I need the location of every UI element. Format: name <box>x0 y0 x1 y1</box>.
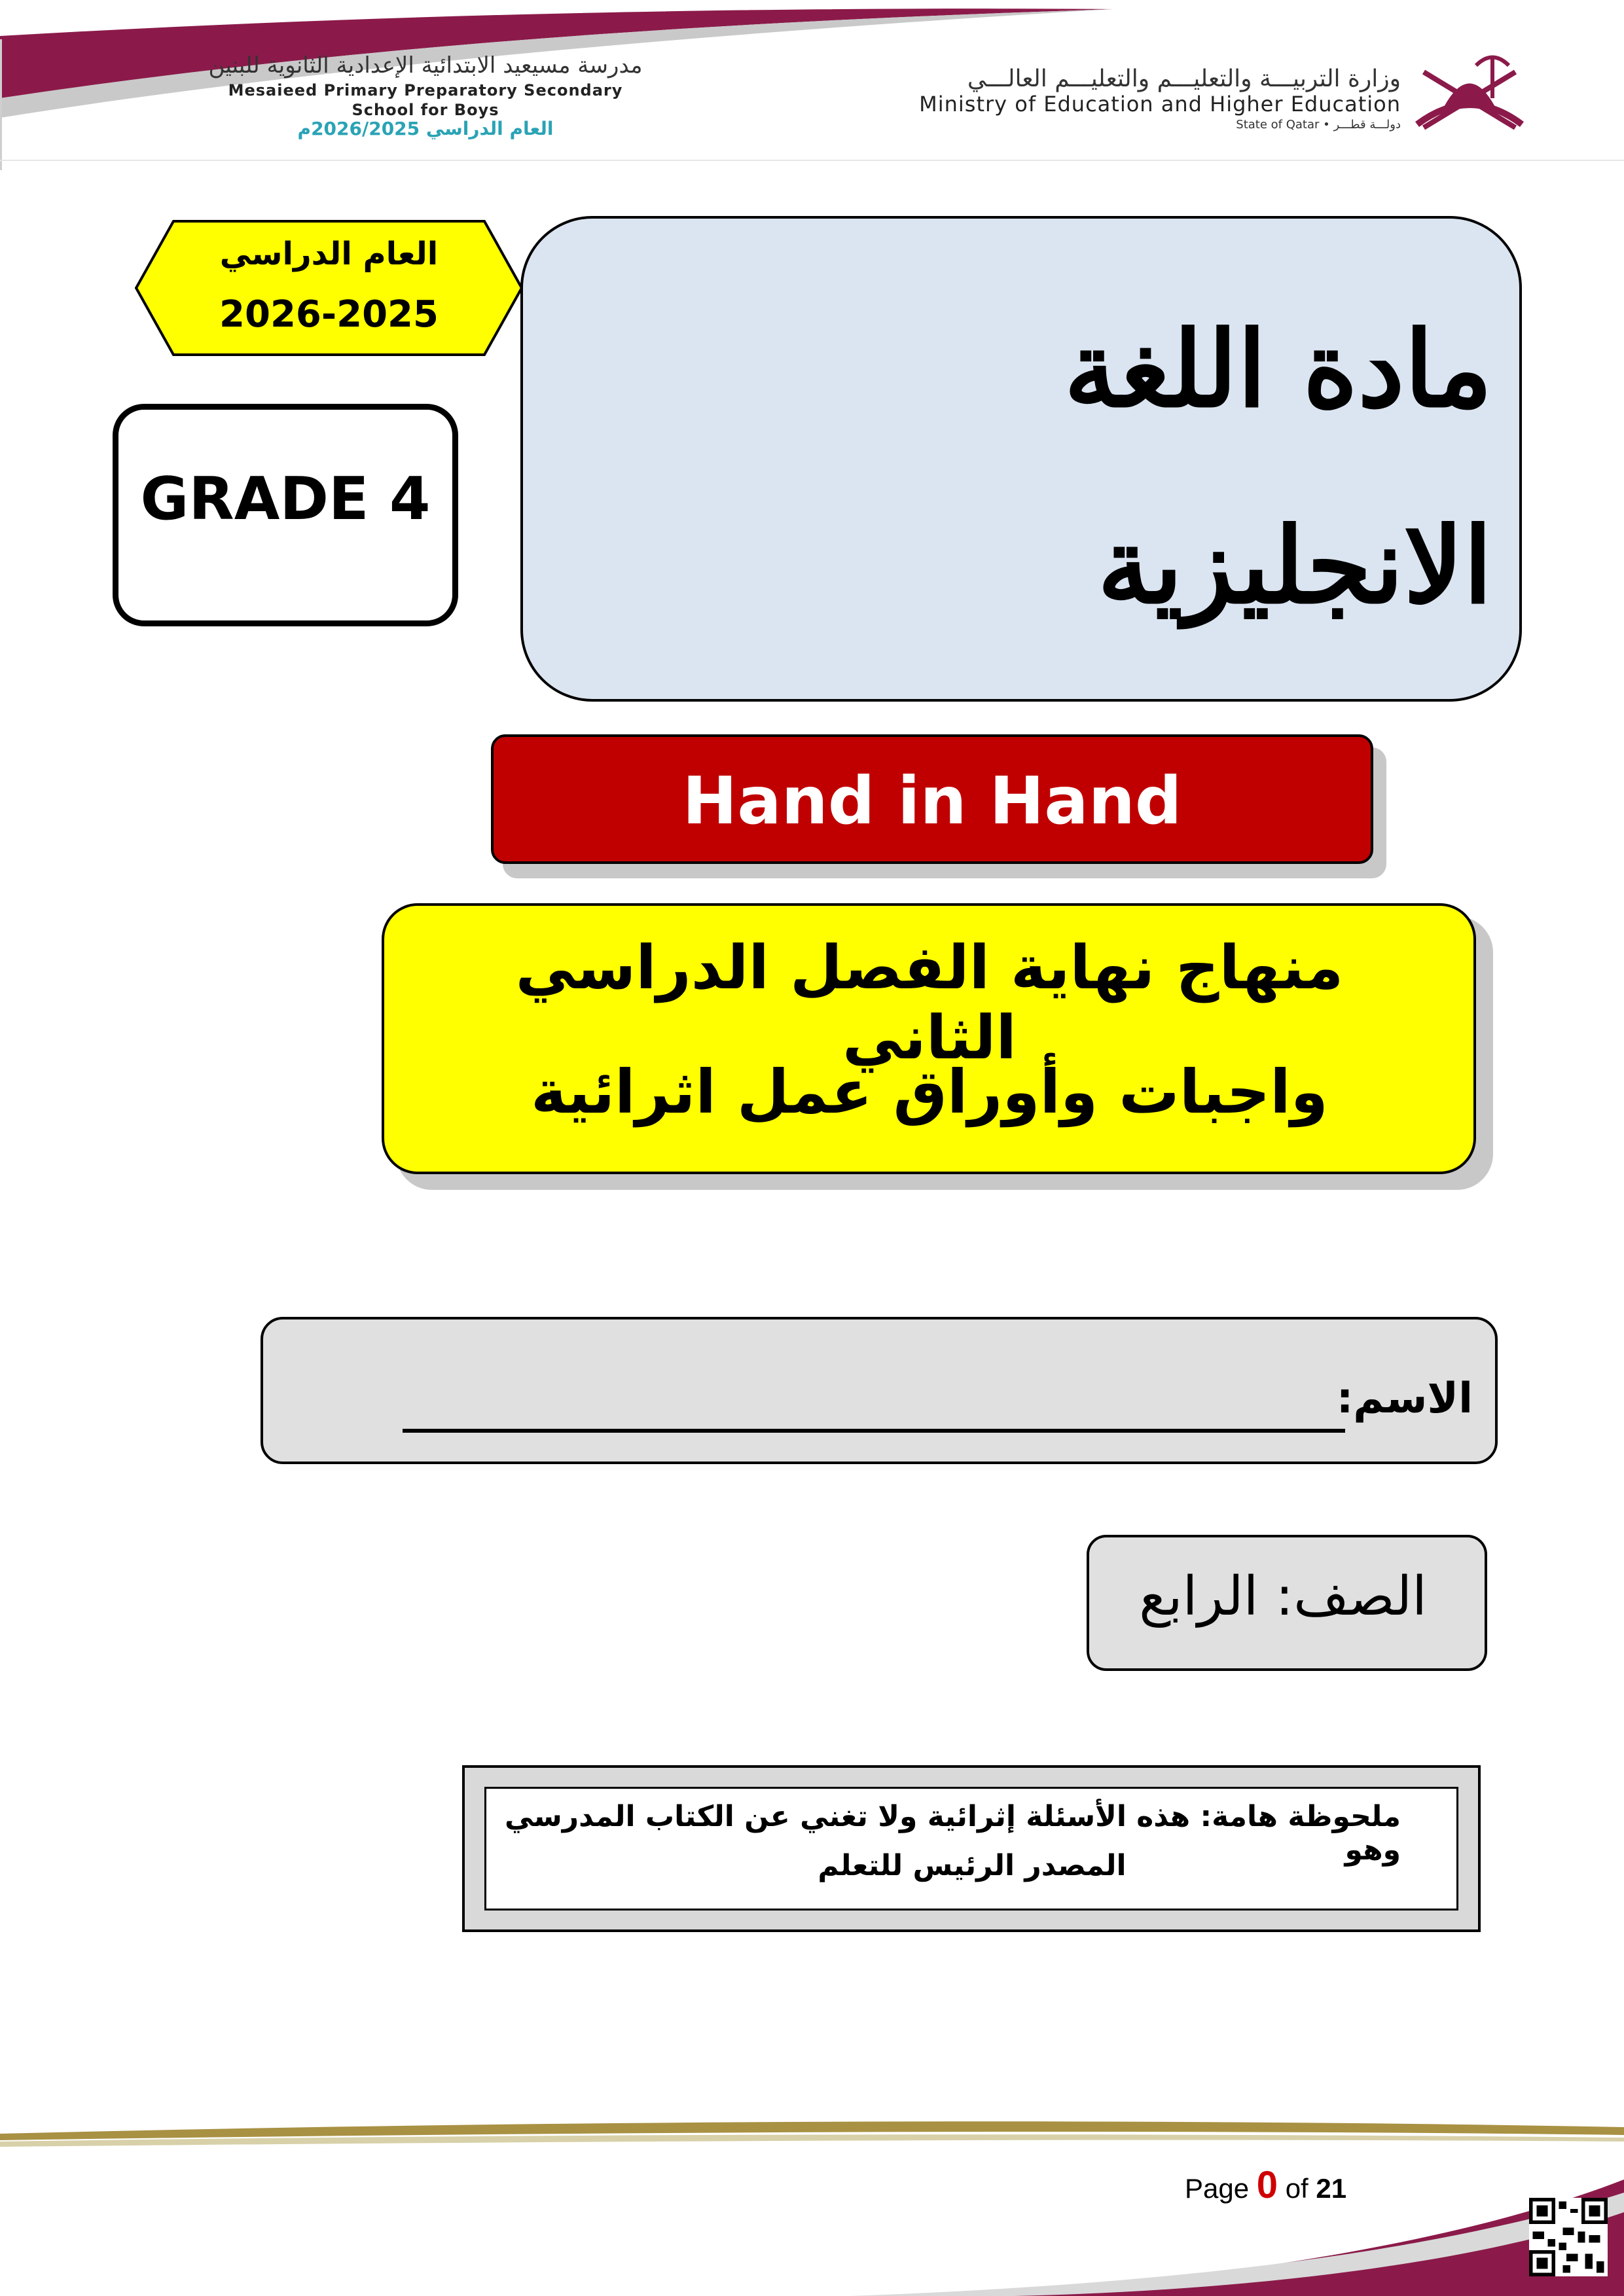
grade-text: GRADE 4 <box>140 465 431 533</box>
year-badge-value: 2026-2025 <box>219 293 439 336</box>
ministry-name-arabic: وزارة التربيـــة والتعليـــم والتعليـــم العالـــي <box>967 65 1401 92</box>
year-badge-label: العام الدراسي <box>219 236 439 272</box>
of-word: of <box>1285 2173 1308 2204</box>
qr-code-icon <box>1529 2198 1608 2276</box>
name-label: الاسم: <box>1336 1374 1473 1423</box>
subject-box <box>520 216 1522 702</box>
ministry-state: State of Qatar • دولـــة قطـــر <box>1236 118 1401 132</box>
ministry-name-english: Ministry of Education and Higher Education <box>919 92 1401 117</box>
total-pages: 21 <box>1316 2173 1347 2204</box>
school-year: العام الدراسي 2026/2025م <box>297 118 554 139</box>
subject-title-line1: مادة اللغة <box>1064 308 1492 431</box>
curriculum-line1: منهاج نهاية الفصل الدراسي الثاني <box>515 933 1344 1073</box>
curriculum-line2: واجبات وأوراق عمل اثرائية <box>531 1057 1328 1127</box>
current-page: 0 <box>1256 2164 1278 2206</box>
class-text: الصف: الرابع <box>1139 1566 1427 1628</box>
note-line1: ملحوظة هامة: هذه الأسئلة إثرائية ولا تغني عن الكتاب المدرسي وهو <box>504 1800 1401 1867</box>
subject-title-line2: الانجليزية <box>1097 504 1492 627</box>
name-field-line[interactable] <box>403 1429 1345 1433</box>
school-name-english-line1: Mesaieed Primary Preparatory Secondary <box>228 81 623 99</box>
page-number <box>1185 2163 1512 2207</box>
qatar-emblem-icon <box>1404 46 1535 137</box>
name-box <box>261 1317 1498 1464</box>
book-title: Hand in Hand <box>682 762 1182 839</box>
note-line2: المصدر الرئيس للتعلم <box>818 1849 1127 1882</box>
school-name-english-line2: School for Boys <box>352 101 499 119</box>
school-name-arabic: مدرسة مسيعيد الابتدائية الإعدادية الثانوية للبنين <box>208 52 643 79</box>
page-word: Page <box>1185 2173 1250 2204</box>
